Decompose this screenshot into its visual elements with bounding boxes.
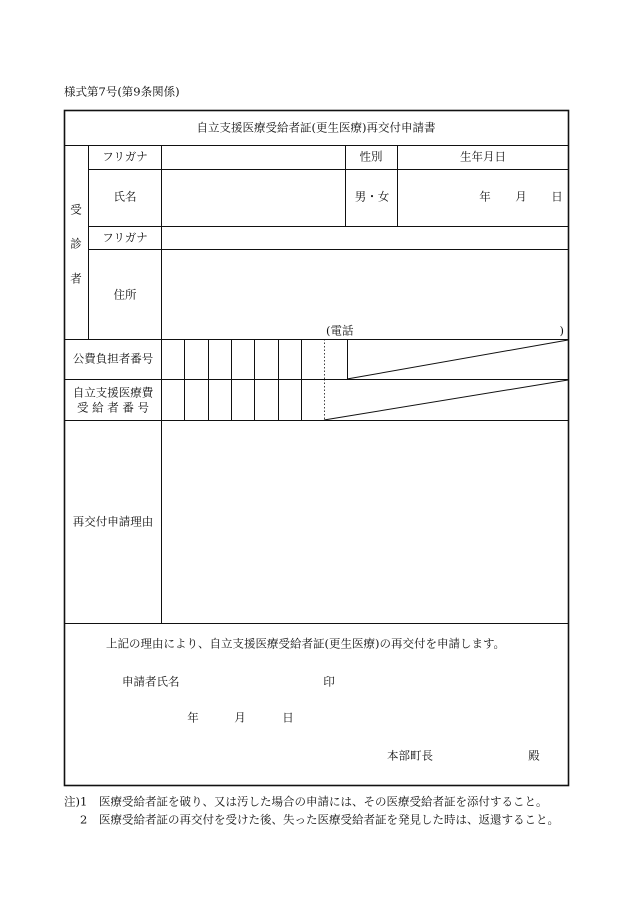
honorific: 殿	[528, 748, 540, 763]
address-field[interactable]	[163, 251, 567, 321]
applicant-name-label: 申請者氏名	[122, 674, 180, 689]
addressee: 本部町長	[387, 748, 433, 763]
note-1: 医療受給者証を破り、又は汚した場合の申請には、その医療受給者証を添付すること。	[99, 794, 548, 809]
form-title: 自立支援医療受給者証(更生医療)再交付申請書	[196, 120, 436, 135]
seal-mark: 印	[323, 674, 335, 689]
recipient-label-char-2: 診	[70, 236, 82, 251]
phone-open: (電話	[326, 323, 354, 338]
gender-label: 性別	[359, 149, 383, 164]
note-2-number: 2	[80, 812, 88, 827]
phone-close: )	[559, 323, 564, 338]
birth-day-unit: 日	[551, 189, 563, 204]
recipient-number-label-line-2: 受 給 者 番 号	[76, 400, 150, 415]
name-field[interactable]	[163, 171, 344, 225]
recipient-number-label-line-1: 自立支援医療費	[72, 385, 154, 400]
public-payer-number-label: 公費負担者番号	[72, 351, 154, 366]
notes-prefix: 注)1	[64, 794, 88, 809]
reissue-reason-label: 再交付申請理由	[72, 514, 154, 529]
date-year-unit: 年	[187, 710, 199, 725]
applicant-name-field[interactable]	[190, 672, 315, 692]
recipient-label-char-1: 受	[70, 202, 82, 217]
note-2: 医療受給者証の再交付を受けた後、失った医療受給者証を発見した時は、返還すること。	[99, 812, 559, 827]
reissue-reason-field[interactable]	[163, 422, 567, 622]
birth-month-unit: 月	[515, 189, 527, 204]
date-month-unit: 月	[234, 710, 246, 725]
furigana-label: フリガナ	[102, 149, 148, 164]
recipient-label-char-3: 者	[70, 271, 82, 286]
birthdate-label: 生年月日	[460, 149, 506, 164]
form-number: 様式第7号(第9条関係)	[64, 84, 180, 99]
name-label: 氏名	[113, 189, 137, 204]
address-label: 住所	[113, 287, 137, 302]
birth-year-unit: 年	[479, 189, 491, 204]
application-statement: 上記の理由により、自立支援医療受給者証(更生医療)の再交付を申請します。	[106, 636, 506, 651]
date-day-unit: 日	[282, 710, 294, 725]
furigana-label-address: フリガナ	[102, 230, 148, 245]
gender-options[interactable]: 男・女	[354, 189, 390, 204]
